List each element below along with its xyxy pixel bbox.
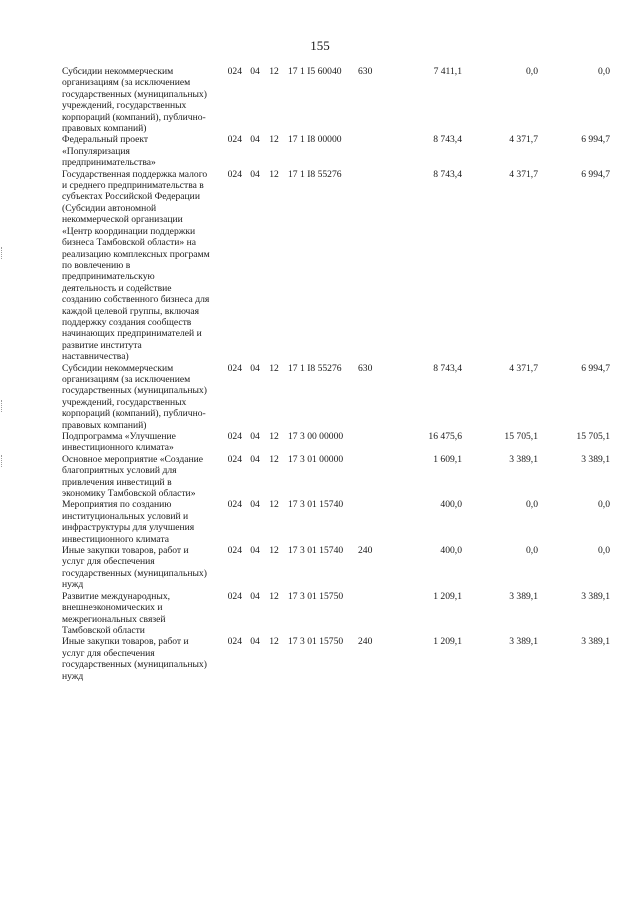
row-amount-year-3: 15 705,1 — [576, 431, 610, 442]
row-name: Федеральный проект «Популяризация предпринимательства» — [62, 134, 156, 169]
table-row — [62, 591, 610, 637]
row-subsection-code: 12 — [269, 499, 279, 511]
row-ved-code: 024 — [227, 66, 242, 77]
row-amount-year-3: 3 389,1 — [581, 453, 610, 465]
row-section-code: 04 — [250, 499, 260, 511]
row-expense-type: 240 — [358, 545, 373, 557]
row-ved-code: 024 — [227, 590, 242, 602]
row-expense-type: 240 — [358, 636, 373, 648]
table-row — [62, 431, 610, 454]
budget-table — [62, 66, 610, 682]
row-target-article: 17 3 01 15740 — [288, 545, 344, 557]
row-ved-code: 024 — [227, 545, 242, 557]
table-row — [62, 134, 610, 168]
row-expense-type: 630 — [358, 362, 373, 374]
table-row — [62, 636, 610, 682]
row-amount-year-2: 0,0 — [526, 66, 538, 77]
row-amount-year-2: 3 389,1 — [509, 636, 538, 648]
table-row — [62, 169, 610, 363]
row-amount-year-3: 3 389,1 — [581, 590, 610, 602]
row-name: Иные закупки товаров, работ и услуг для обеспечения государственных (муниципальных) нужд — [62, 636, 207, 682]
scan-edge-mark — [1, 455, 5, 467]
row-target-article: 17 3 01 00000 — [288, 453, 344, 465]
row-section-code: 04 — [250, 590, 260, 602]
row-subsection-code: 12 — [269, 431, 279, 442]
row-amount-year-3: 6 994,7 — [581, 134, 610, 146]
row-name: Развитие международных, внешнеэкономических и межрегиональных связей Тамбовской области — [62, 590, 171, 636]
row-subsection-code: 12 — [269, 636, 279, 648]
row-amount-year-3: 0,0 — [598, 499, 610, 511]
scan-edge-mark — [1, 247, 5, 259]
table-row — [62, 499, 610, 545]
row-subsection-code: 12 — [269, 453, 279, 465]
row-amount-year-1: 400,0 — [440, 499, 462, 511]
row-expense-type: 630 — [358, 66, 373, 77]
row-amount-year-3: 0,0 — [598, 66, 610, 77]
row-ved-code: 024 — [227, 499, 242, 511]
row-amount-year-3: 0,0 — [598, 545, 610, 557]
row-ved-code: 024 — [227, 636, 242, 648]
row-name: Субсидии некоммерческим организациям (за исключением государственных (муниципальных) учреждений, государственных корпораций (компаний), публично-правовых компаний) — [62, 362, 207, 431]
row-amount-year-2: 0,0 — [526, 545, 538, 557]
row-subsection-code: 12 — [269, 545, 279, 557]
table-row — [62, 454, 610, 500]
row-subsection-code: 12 — [269, 134, 279, 146]
row-target-article: 17 1 I5 60040 — [288, 66, 342, 77]
row-amount-year-1: 7 411,1 — [433, 66, 462, 77]
row-amount-year-2: 4 371,7 — [509, 362, 538, 374]
row-target-article: 17 1 I8 55276 — [288, 362, 342, 374]
row-ved-code: 024 — [227, 134, 242, 146]
page-number: 155 — [310, 38, 330, 53]
row-section-code: 04 — [250, 545, 260, 557]
table-row — [62, 363, 610, 431]
row-amount-year-1: 400,0 — [440, 545, 462, 557]
row-subsection-code: 12 — [269, 590, 279, 602]
row-expense-type — [358, 454, 380, 500]
row-name: Иные закупки товаров, работ и услуг для обеспечения государственных (муниципальных) нужд — [62, 545, 207, 591]
row-target-article: 17 3 01 15740 — [288, 499, 344, 511]
row-target-article: 17 3 00 00000 — [288, 431, 344, 442]
row-expense-type — [358, 591, 380, 637]
row-amount-year-2: 0,0 — [526, 499, 538, 511]
row-expense-type — [358, 134, 380, 168]
row-section-code: 04 — [250, 168, 260, 180]
row-target-article: 17 3 01 15750 — [288, 636, 344, 648]
row-ved-code: 024 — [227, 362, 242, 374]
row-section-code: 04 — [250, 362, 260, 374]
row-target-article: 17 1 I8 55276 — [288, 168, 342, 180]
row-amount-year-2: 3 389,1 — [509, 590, 538, 602]
table-row — [62, 66, 610, 134]
row-amount-year-1: 1 209,1 — [433, 590, 462, 602]
row-amount-year-2: 15 705,1 — [504, 431, 538, 442]
row-amount-year-1: 8 743,4 — [433, 362, 462, 374]
row-section-code: 04 — [250, 636, 260, 648]
row-amount-year-3: 6 994,7 — [581, 168, 610, 180]
row-amount-year-3: 3 389,1 — [581, 636, 610, 648]
table-row — [62, 545, 610, 591]
row-section-code: 04 — [250, 431, 260, 442]
row-section-code: 04 — [250, 134, 260, 146]
row-amount-year-2: 4 371,7 — [509, 168, 538, 180]
row-name: Мероприятия по созданию институциональных условий и инфраструктуры для улучшения инвестиционного климата — [62, 499, 195, 545]
row-section-code: 04 — [250, 453, 260, 465]
row-amount-year-1: 1 209,1 — [433, 636, 462, 648]
row-name: Основное мероприятие «Создание благоприятных условий для привлечения инвестиций в экономику Тамбовской области» — [62, 453, 204, 500]
row-subsection-code: 12 — [269, 168, 279, 180]
row-expense-type — [358, 499, 380, 545]
row-amount-year-2: 3 389,1 — [509, 453, 538, 465]
row-subsection-code: 12 — [269, 66, 279, 77]
row-section-code: 04 — [250, 66, 260, 77]
row-target-article: 17 3 01 15750 — [288, 590, 344, 602]
row-expense-type — [358, 169, 380, 363]
row-name: Государственная поддержка малого и среднего предпринимательства в субъектах Российской Федерации (Субсидии автономной некоммерческой организации «Центр координации поддержки бизнеса Тамбовской области» на реализацию комплексных программ по вовлечению в предпринимательскую деятельность и содействие созданию собственного бизнеса для каждой целевой группы, включая поддержку создания сообществ начинающих предпринимателей и развитие института наставничества) — [62, 168, 210, 363]
row-ved-code: 024 — [227, 168, 242, 180]
row-expense-type — [358, 431, 380, 454]
row-amount-year-1: 1 609,1 — [433, 453, 462, 465]
row-ved-code: 024 — [227, 453, 242, 465]
row-amount-year-1: 16 475,6 — [428, 431, 462, 442]
row-name: Подпрограмма «Улучшение инвестиционного климата» — [62, 431, 176, 454]
row-amount-year-2: 4 371,7 — [509, 134, 538, 146]
row-ved-code: 024 — [227, 431, 242, 442]
row-subsection-code: 12 — [269, 362, 279, 374]
row-target-article: 17 1 I8 00000 — [288, 134, 342, 146]
row-name: Субсидии некоммерческим организациям (за исключением государственных (муниципальных) учреждений, государственных корпораций (компаний), публично-правовых компаний) — [62, 66, 207, 135]
row-amount-year-3: 6 994,7 — [581, 362, 610, 374]
scan-edge-mark — [1, 400, 5, 412]
row-amount-year-1: 8 743,4 — [433, 134, 462, 146]
row-amount-year-1: 8 743,4 — [433, 168, 462, 180]
